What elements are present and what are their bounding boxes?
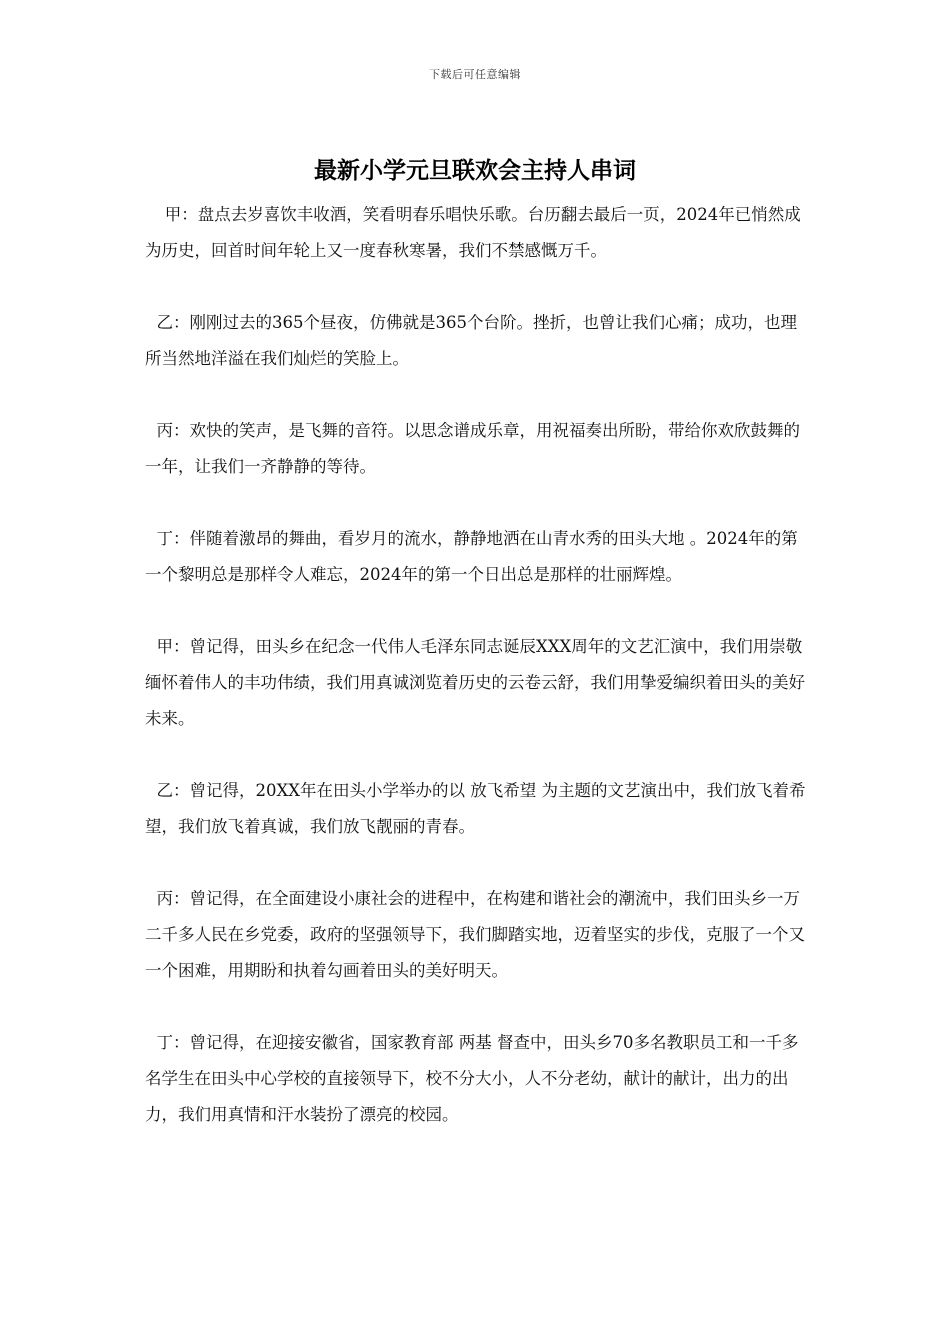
document-body [145, 197, 811, 1169]
paragraph-ding-2: 丁：曾记得，在迎接安徽省，国家教育部 两基 督查中，田头乡70多名教职员工和一千多名学生在田头中心学校的直接领导下，校不分大小，人不分老幼，献计的献计，出力的出力，我们用真情和汗水装扮了漂亮的校园。 [145, 1033, 799, 1124]
document-title: 最新小学元旦联欢会主持人串词 [314, 157, 636, 184]
paragraph-jia-2: 甲：曾记得，田头乡在纪念一代伟人毛泽东同志诞辰XXX周年的文艺汇演中，我们用崇敬缅怀着伟人的丰功伟绩，我们用真诚浏览着历史的云卷云舒，我们用挚爱编织着田头的美好未来。 [145, 637, 805, 728]
paragraph-bing-1: 丙：欢快的笑声，是飞舞的音符。以思念谱成乐章，用祝福奏出所盼，带给你欢欣鼓舞的一年，让我们一齐静静的等待。 [145, 421, 801, 476]
paragraph-yi-2: 乙：曾记得，20XX年在田头小学举办的以 放飞希望 为主题的文艺演出中，我们放飞着希望，我们放飞着真诚，我们放飞靓丽的青春。 [145, 781, 806, 836]
paragraph-yi-1: 乙：刚刚过去的365个昼夜，仿佛就是365个台阶。挫折，也曾让我们心痛；成功，也理所当然地洋溢在我们灿烂的笑脸上。 [145, 313, 798, 368]
header-note: 下载后可任意编辑 [429, 68, 521, 81]
paragraph-bing-2: 丙：曾记得，在全面建设小康社会的进程中，在构建和谐社会的潮流中，我们田头乡一万二千多人民在乡党委，政府的坚强领导下，我们脚踏实地，迈着坚实的步伐，克服了一个又一个困难，用期盼和执着勾画着田头的美好明天。 [145, 889, 805, 980]
paragraph-ding-1: 丁：伴随着激昂的舞曲，看岁月的流水，静静地洒在山青水秀的田头大地 。2024年的第一个黎明总是那样令人难忘，2024年的第一个日出总是那样的壮丽辉煌。 [145, 529, 798, 584]
paragraph-jia-1: 甲：盘点去岁喜饮丰收酒，笑看明春乐唱快乐歌。台历翻去最后一页，2024年已悄然成为历史，回首时间年轮上又一度春秋寒暑，我们不禁感慨万千。 [145, 205, 801, 260]
